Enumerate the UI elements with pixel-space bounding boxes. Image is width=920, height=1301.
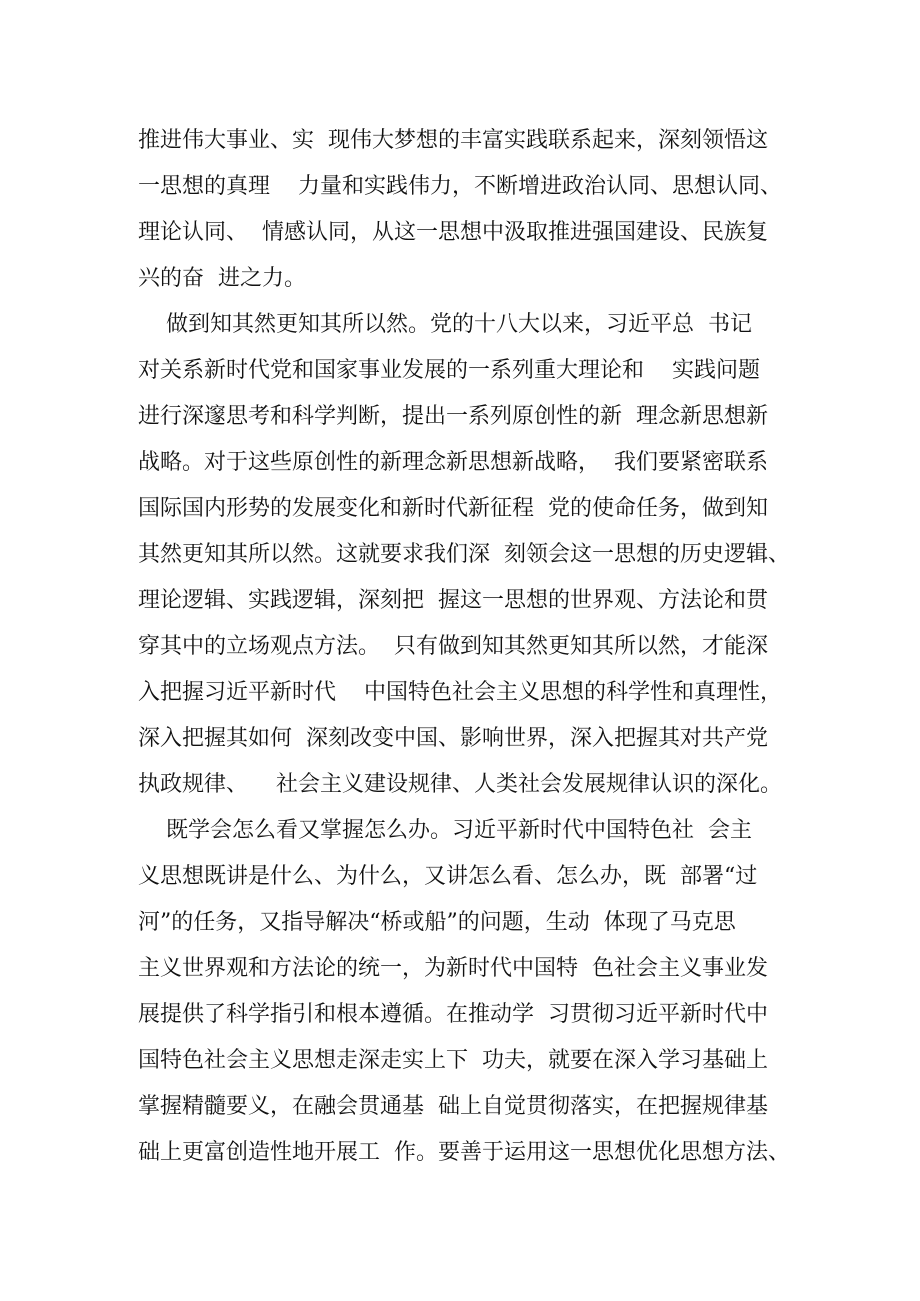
text-line: 入把握习近平新时代 中国特色社会主义思想的科学性和真理性， xyxy=(138,680,782,705)
paragraph-2 xyxy=(138,302,798,808)
text-line: 一思想的真理 力量和实践伟力，不断增进政治认同、思想认同、 xyxy=(138,174,782,199)
text-line: 进行深邃思考和科学判断，提出一系列原创性的新 理念新思想新 xyxy=(138,404,768,429)
text-line: 对关系新时代党和国家事业发展的一系列重大理论和 实践问题 xyxy=(138,358,760,383)
text-line: 主义世界观和方法论的统一，为新时代中国特 色社会主义事业发 xyxy=(138,956,768,981)
text-line: 其然更知其所以然。这就要求我们深 刻领会这一思想的历史逻辑、 xyxy=(138,542,790,567)
text-line: 深入把握其如何 深刻改变中国、影响世界，深入把握其对共产党 xyxy=(138,726,768,751)
text-line: 国特色社会主义思想走深走实上下 功夫，就要在深入学习基础上 xyxy=(138,1048,768,1073)
text-line: 兴的奋 进之力。 xyxy=(138,266,306,291)
paragraph-1 xyxy=(138,118,798,302)
text-line: 理论认同、 情感认同，从这一思想中汲取推进强国建设、民族复 xyxy=(138,220,768,245)
text-line: 穿其中的立场观点方法。 只有做到知其然更知其所以然，才能深 xyxy=(138,634,768,659)
text-line: 础上更富创造性地开展工 作。要善于运用这一思想优化思想方法、 xyxy=(138,1140,790,1165)
text-line: 战略。对于这些原创性的新理念新思想新战略， 我们要紧密联系 xyxy=(138,450,768,475)
text-line: 河”的任务，又指导解决“桥或船”的问题，生动 体现了马克思 xyxy=(138,910,736,935)
text-line: 展提供了科学指引和根本遵循。在推动学 习贯彻习近平新时代中 xyxy=(138,1002,768,1027)
text-line: 既学会怎么看又掌握怎么办。习近平新时代中国特色社 会主 xyxy=(138,818,752,843)
text-line: 推进伟大事业、实 现伟大梦想的丰富实践联系起来，深刻领悟这 xyxy=(138,128,768,153)
text-line: 做到知其然更知其所以然。党的十八大以来，习近平总 书记 xyxy=(138,312,752,337)
text-line: 执政规律、 社会主义建设规律、人类社会发展规律认识的深化。 xyxy=(138,772,782,797)
document-body xyxy=(138,118,798,1176)
text-line: 义思想既讲是什么、为什么，又讲怎么看、怎么办，既 部署“过 xyxy=(138,864,758,889)
text-line: 理论逻辑、实践逻辑，深刻把 握这一思想的世界观、方法论和贯 xyxy=(138,588,768,613)
text-line: 掌握精髓要义，在融会贯通基 础上自觉贯彻落实，在把握规律基 xyxy=(138,1094,768,1119)
paragraph-3 xyxy=(138,808,798,1176)
text-line: 国际国内形势的发展变化和新时代新征程 党的使命任务，做到知 xyxy=(138,496,768,521)
